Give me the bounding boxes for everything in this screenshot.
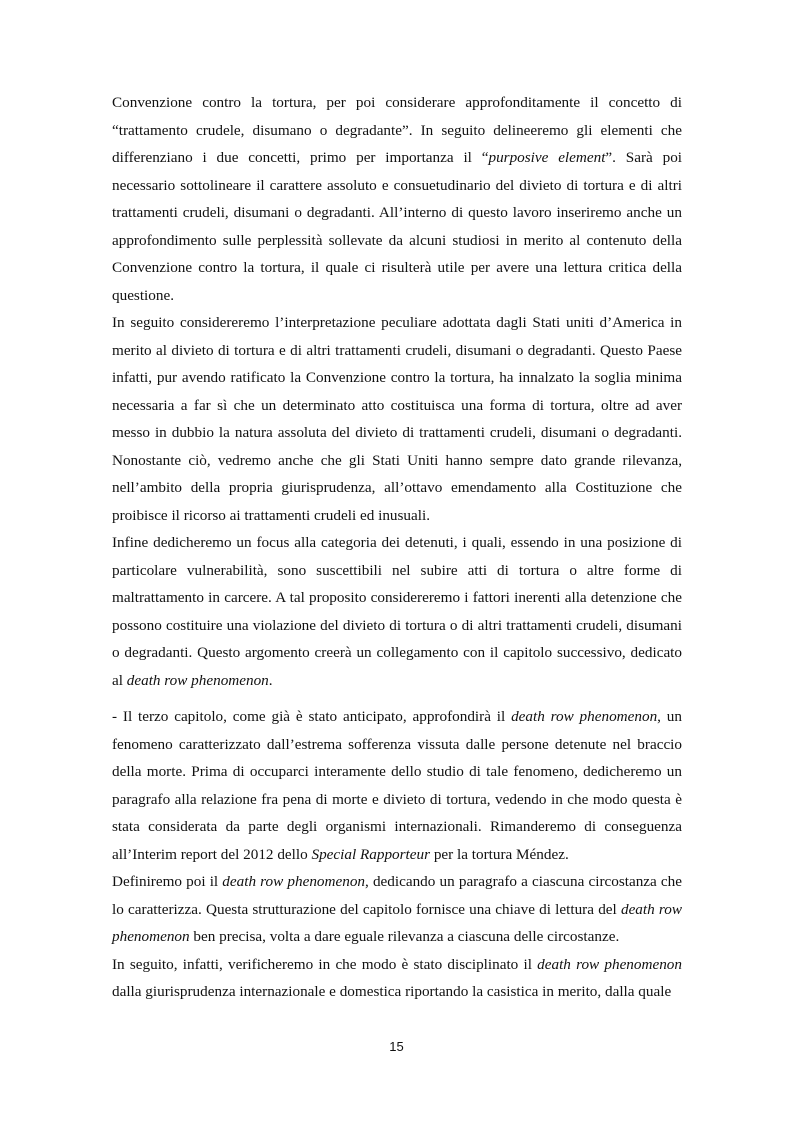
italic-term: death row phenomenon	[126, 671, 269, 689]
text-run: In seguito considereremo l’interpretazione peculiare adottata dagli Stati uniti d’America in merito al divieto di tortura e di altri trattamenti crudeli, disumani o degradanti. Questo Paese infatti, pur avendo ratificato la Convenzione contro la tortura, ha innalzato la soglia minima necessaria a far sì che un determinato atto costituisca una forma di tortura, oltre ad aver messo in dubbio la natura assoluta del divieto di trattamenti crudeli, disumani o degradanti. Nonostante ciò, vedremo anche che gli Stati Uniti hanno sempre dato grande rilevanza, nell’ambito della propria giurisprudenza, all’ottavo emendamento alla Costituzione che proibisce il ricorso ai trattamenti crudeli ed inusuali.	[112, 314, 682, 524]
italic-term: Special Rapporteur	[311, 845, 431, 863]
text-run: Convenzione contro la tortura, per poi considerare approfonditamente il concetto di “trattamento crudele, disumano o degradante”. In seguito delineeremo gli elementi che differenziano i due concetti, primo per importanza il “	[112, 94, 682, 166]
paragraph	[112, 868, 682, 951]
italic-term: death row phenomenon	[537, 955, 682, 973]
text-run: Definiremo poi il	[112, 873, 223, 890]
italic-term: death row phenomenon	[222, 873, 366, 890]
paragraph	[112, 89, 682, 309]
text-run: Infine dedicheremo un focus alla categoria dei detenuti, i quali, essendo in una posizione di particolare vulnerabilità, sono suscettibili nel subire atti di tortura o altre forme di maltrattamento in carcere. A tal proposito considereremo i fattori inerenti alla detenzione che possono costituire una violazione del divieto di tortura o di altri trattamenti crudeli, disumani o degradanti. Questo argomento creerà un collegamento con il capitolo successivo, dedicato al	[112, 534, 682, 689]
text-run: - Il terzo capitolo, come già è stato anticipato, approfondirà il	[112, 708, 512, 725]
paragraph	[112, 703, 682, 868]
italic-term: purposive element	[488, 149, 606, 166]
text-run: ben precisa, volta a dare eguale rilevanza a ciascuna delle circostanze.	[189, 928, 620, 945]
italic-term: death row phenomenon	[511, 708, 658, 725]
text-run: .	[268, 671, 273, 689]
paragraph	[112, 309, 682, 529]
text-run: dalla giurisprudenza internazionale e domestica riportando la casistica in merito, dalla quale	[112, 983, 672, 1000]
page-number: 15	[389, 1039, 404, 1054]
text-run: , un fenomeno caratterizzato dall’estrema sofferenza vissuta dalle persone detenute nel braccio della morte. Prima di occuparci interamente dello studio di tale fenomeno, dedicheremo un paragrafo alla relazione fra pena di morte e divieto di tortura, vedendo in che modo questa è stata considerata da parte degli organismi internazionali. Rimanderemo di conseguenza all’Interim report del 2012 dello	[112, 708, 682, 863]
text-run: In seguito, infatti, verificheremo in che modo è stato disciplinato il	[112, 955, 538, 973]
body-text	[112, 89, 682, 1006]
text-run: ”. Sarà poi necessario sottolineare il carattere assoluto e consuetudinario del divieto di tortura e di altri trattamenti crudeli, disumani o degradanti. All’interno di questo lavoro inseriremo anche un approfondimento sulle perplessità sollevate da alcuni studiosi in merito al contenuto della Convenzione contro la tortura, il quale ci risulterà utile per avere una lettura critica della questione.	[112, 149, 683, 304]
text-run: , dedicando un paragrafo a ciascuna circostanza che lo caratterizza. Questa strutturazione del capitolo fornisce una chiave di lettura del	[112, 873, 682, 918]
italic-term: death row phenomenon	[112, 900, 682, 945]
text-run: per la tortura Méndez.	[430, 845, 569, 863]
paragraph	[112, 529, 682, 694]
paragraph	[112, 951, 682, 1006]
